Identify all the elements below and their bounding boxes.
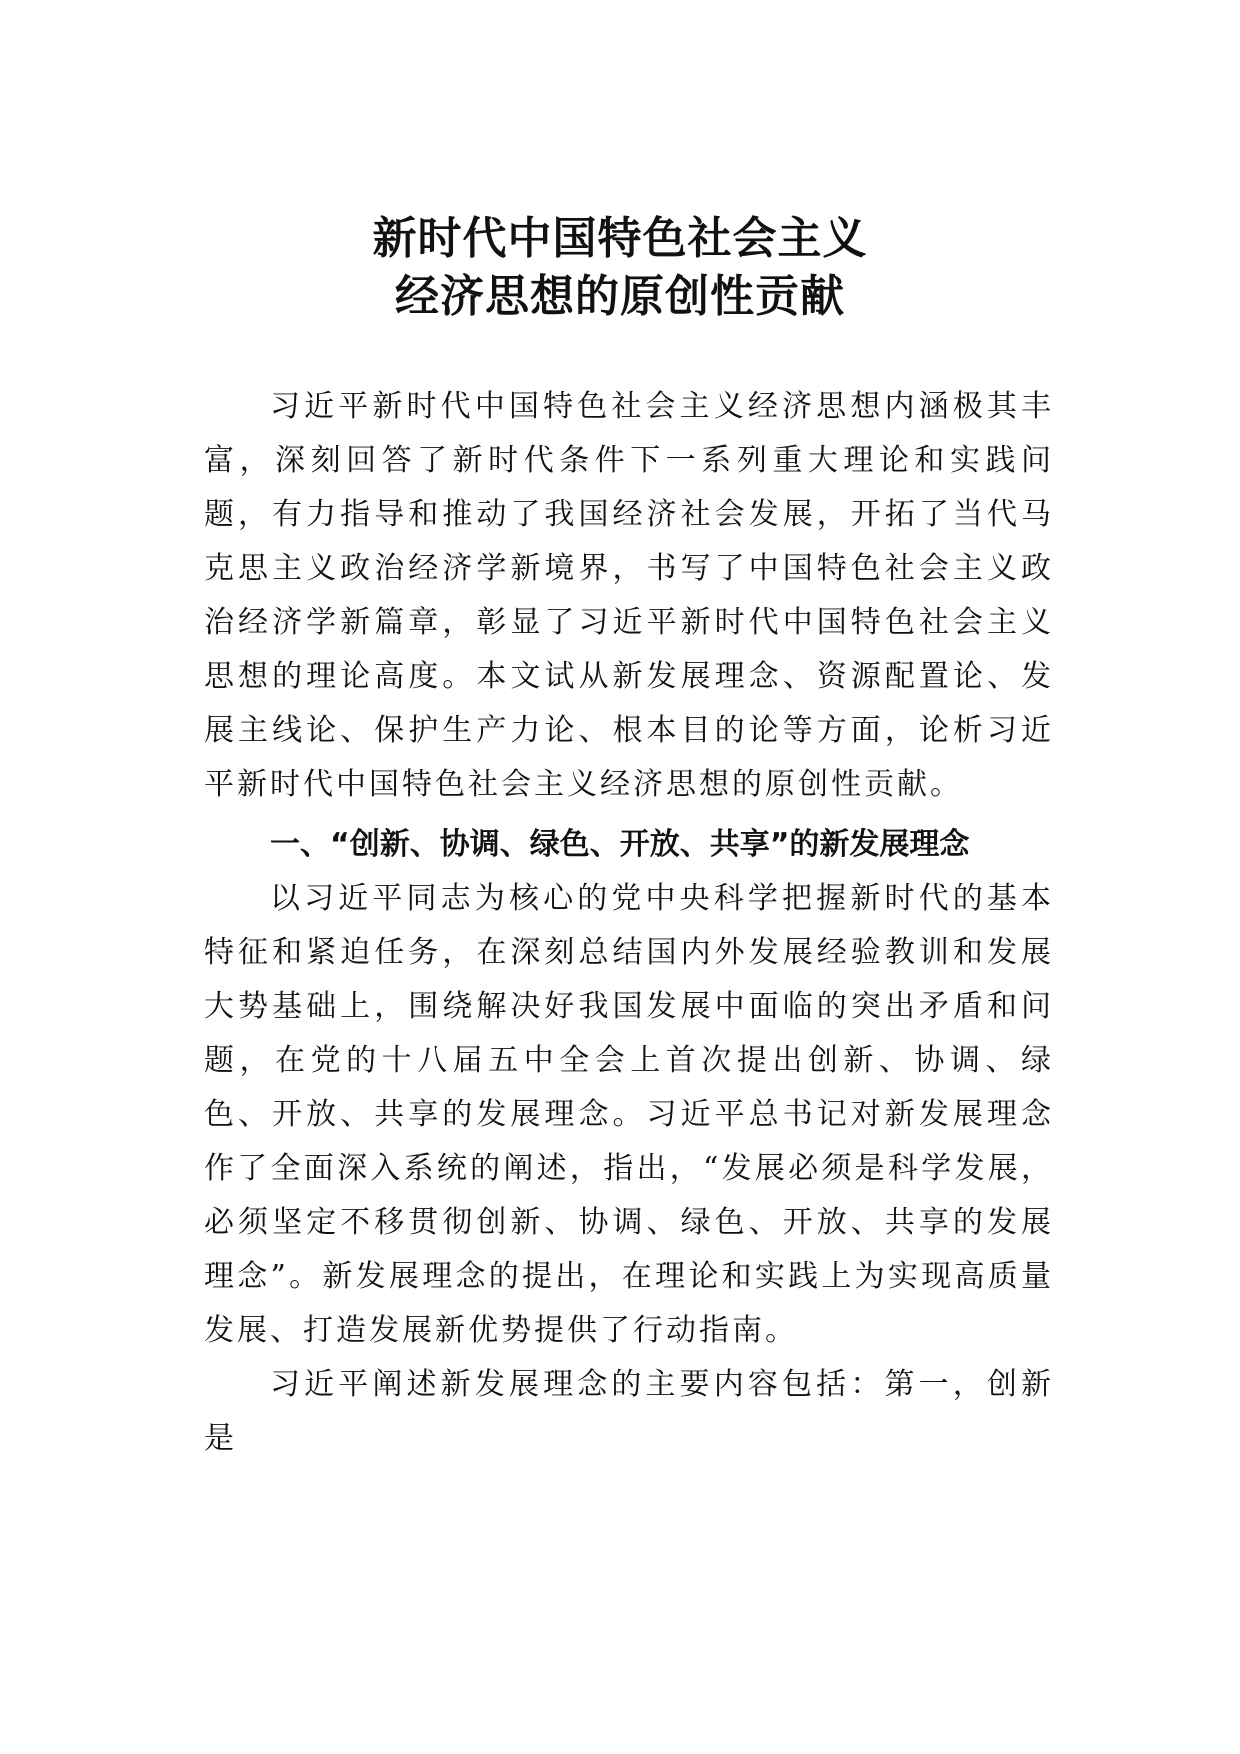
document-title [0,210,1240,326]
section-paragraph: 以习近平同志为核心的党中央科学把握新时代的基本特征和紧迫任务，在深刻总结国内外发展经验教训和发展大势基础上，围绕解决好我国发展中面临的突出矛盾和问题，在党的十八届五中全会上首次提出创新、协调、绿色、开放、共享的发展理念。习近平总书记对新发展理念作了全面深入系统的阐述，指出，“发展必须是科学发展，必须坚定不移贯彻创新、协调、绿色、开放、共享的发展理念”。新发展理念的提出，在理论和实践上为实现高质量发展、打造发展新优势提供了行动指南。 [204,881,1054,1348]
title-line-2: 经济思想的原创性贡献 [395,271,845,322]
title-line-1: 新时代中国特色社会主义 [372,213,868,264]
section-paragraph: 习近平阐述新发展理念的主要内容包括：第一，创新是 [204,1367,1054,1456]
intro-paragraph: 习近平新时代中国特色社会主义经济思想内涵极其丰富，深刻回答了新时代条件下一系列重大理论和实践问题，有力指导和推动了我国经济社会发展，开拓了当代马克思主义政治经济学新境界，书写了中国特色社会主义政治经济学新篇章，彰显了习近平新时代中国特色社会主义思想的理论高度。本文试从新发展理念、资源配置论、发展主线论、保护生产力论、根本目的论等方面，论析习近平新时代中国特色社会主义经济思想的原创性贡献。 [204,389,1054,802]
document-body [204,380,1054,1466]
section-heading: 一、“创新、协调、绿色、开放、共享”的新发展理念 [270,827,970,862]
